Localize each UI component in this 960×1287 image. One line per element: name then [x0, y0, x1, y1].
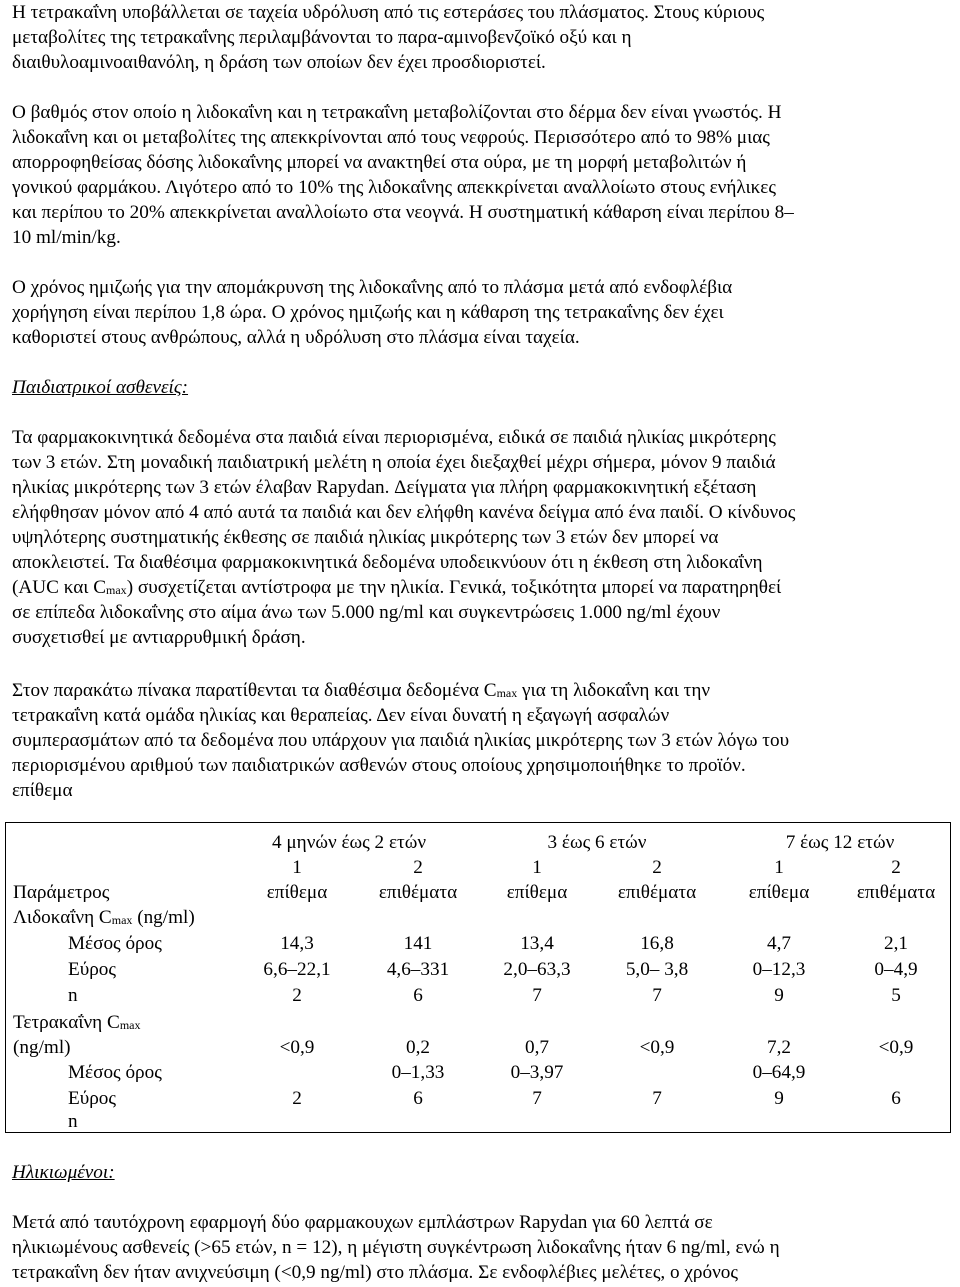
text-line: ελήφθησαν μόνον από 4 από αυτά τα παιδιά και δεν ελήφθη κανένα δείγμα από ένα παιδί. Ο κίνδυνος	[12, 502, 796, 523]
table-subheader-label: επίθεμα	[748, 882, 810, 903]
table-cell: 2	[292, 985, 302, 1006]
section-heading-elderly: Ηλικιωμένοι:	[12, 1162, 115, 1183]
text-line: Ο βαθμός στον οποίο η λιδοκαΐνη και η τετρακαΐνη μεταβολίζονται στο δέρμα δεν είναι γνωστός. Η	[12, 102, 782, 123]
table-cell: 16,8	[640, 933, 674, 954]
table-cell: 2,0–63,3	[503, 959, 571, 980]
table-subheader-count: 1	[774, 857, 784, 878]
table-group-header: 7 έως 12 ετών	[785, 832, 895, 853]
text-span: Τετρακαΐνη C	[13, 1012, 120, 1033]
table-subheader-label: επίθεμα	[506, 882, 568, 903]
table-row-label-lidocaine	[13, 905, 195, 932]
table-cell: 2	[292, 1088, 302, 1109]
text-span: Λιδοκαΐνη C	[13, 907, 112, 928]
text-line: και περίπου το 20% απεκκρίνεται αναλλοίωτο στα νεογνά. Η συστηματική κάθαρση είναι περίπου 8–	[12, 202, 794, 223]
table-cell: 6	[413, 1088, 423, 1109]
text-line: τετρακαΐνη κατά ομάδα ηλικίας και θεραπείας. Δεν είναι δυνατή η εξαγωγή ασφαλών	[12, 705, 670, 726]
table-row-label-unit: (ng/ml)	[13, 1037, 71, 1058]
table-row-label-mean: Μέσος όρος	[68, 933, 162, 954]
subscript-max: max	[496, 686, 518, 700]
table-row-label-n: n	[68, 985, 78, 1006]
text-line: σε επίπεδα λιδοκαΐνης στο αίμα άνω των 5.000 ng/ml και συγκεντρώσεις 1.000 ng/ml έχουν	[12, 602, 721, 623]
text-line: διαιθυλοαμινοαιθανόλη, η δράση των οποίων δεν έχει προσδιοριστεί.	[12, 52, 546, 73]
text-span: Στον παρακάτω πίνακα παρατίθενται τα διαθέσιμα δεδομένα C	[12, 680, 497, 701]
table-row-label-tetracaine	[13, 1010, 141, 1037]
text-line: υψηλότερης συστηματικής έκθεσης σε παιδιά ηλικίας μικρότερης των 3 ετών δεν μπορεί να	[12, 527, 719, 548]
text-span: (AUC και C	[12, 577, 107, 598]
table-cell: <0,9	[639, 1037, 675, 1058]
table-cell: <0,9	[878, 1037, 914, 1058]
text-line: επίθεμα	[12, 780, 73, 801]
table-subheader-count: 2	[413, 857, 423, 878]
text-span: (ng/ml)	[132, 907, 195, 928]
table-row-label-range: Εύρος	[68, 959, 116, 980]
text-line: λιδοκαΐνη και οι μεταβολίτες της απεκκρίνονται από τους νεφρούς. Περισσότερο από το 98% μιας	[12, 127, 770, 148]
table-cell: 0–64,9	[752, 1062, 806, 1083]
text-line: τετρακαΐνη δεν ήταν ανιχνεύσιμη (<0,9 ng/ml) στο πλάσμα. Σε ενδοφλέβιες μελέτες, ο χρόνος	[12, 1262, 738, 1283]
table-cell: 7	[532, 1088, 542, 1109]
text-line: 10 ml/min/kg.	[12, 227, 121, 248]
text-line: ηλικιωμένους ασθενείς (>65 ετών, n = 12), η μέγιστη συγκέντρωση λιδοκαΐνης ήταν 6 ng/ml, ενώ η	[12, 1237, 780, 1258]
text-line: Η τετρακαΐνη υποβάλλεται σε ταχεία υδρόλυση από τις εστεράσες του πλάσματος. Στους κύριους	[12, 2, 765, 23]
table-cell: 0–4,9	[874, 959, 918, 980]
table-subheader-count: 1	[292, 857, 302, 878]
text-line: απορροφηθείσας δόσης λιδοκαΐνης μπορεί να ανακτηθεί στα ούρα, με τη μορφή μεταβολιτών ή	[12, 152, 747, 173]
table-cell: 14,3	[280, 933, 314, 954]
table-cell: 0,7	[525, 1037, 549, 1058]
table-cell: 7	[652, 1088, 662, 1109]
text-line: γονικού φαρμάκου. Λιγότερο από το 10% της λιδοκαΐνης απεκκρίνεται αναλλοίωτο στους ενήλικες	[12, 177, 776, 198]
table-param-header: Παράμετρος	[13, 882, 110, 903]
text-line: συσχετισθεί με αντιαρρυθμική δράση.	[12, 627, 306, 648]
text-line: περιορισμένου αριθμού των παιδιατρικών ασθενών στους οποίους χρησιμοποιήθηκε το προϊόν.	[12, 755, 746, 776]
table-cell: 0–3,97	[510, 1062, 564, 1083]
table-cell: 0–12,3	[752, 959, 806, 980]
section-heading-pediatric: Παιδιατρικοί ασθενείς:	[12, 377, 189, 398]
text-line: καθοριστεί στους ανθρώπους, αλλά η υδρόλυση στο πλάσμα είναι ταχεία.	[12, 327, 580, 348]
table-cell: 7,2	[767, 1037, 791, 1058]
table-cell: 7	[652, 985, 662, 1006]
subscript-max: max	[119, 1018, 141, 1032]
table-row-label-n: n	[68, 1111, 78, 1132]
table-row-label-mean: Μέσος όρος	[68, 1062, 162, 1083]
text-line	[12, 575, 781, 602]
text-line: ηλικίας μικρότερης των 3 ετών έλαβαν Rapydan. Δείγματα για πλήρη φαρμακοκινητική εξέταση	[12, 477, 757, 498]
text-line: αποκλειστεί. Τα διαθέσιμα φαρμακοκινητικά δεδομένα υποδεικνύουν ότι η έκθεση στη λιδοκαΐνη	[12, 552, 763, 573]
table-cell: 0,2	[406, 1037, 430, 1058]
table-group-header: 4 μηνών έως 2 ετών	[271, 832, 427, 853]
table-cell: 7	[532, 985, 542, 1006]
subscript-max: max	[111, 913, 133, 927]
table-cell: 9	[774, 985, 784, 1006]
text-span: για τη λιδοκαΐνη και την	[517, 680, 711, 701]
table-group-header: 3 έως 6 ετών	[547, 832, 647, 853]
table-cell: 0–1,33	[391, 1062, 445, 1083]
text-line: Μετά από ταυτόχρονη εφαρμογή δύο φαρμακουχων εμπλάστρων Rapydan για 60 λεπτά σε	[12, 1212, 713, 1233]
text-line: των 3 ετών. Στη μοναδική παιδιατρική μελέτη η οποία έχει διεξαχθεί μέχρι σήμερα, μόνον 9 παιδιά	[12, 452, 776, 473]
table-subheader-count: 2	[652, 857, 662, 878]
text-line: Ο χρόνος ημιζωής για την απομάκρυνση της λιδοκαΐνης από το πλάσμα μετά από ενδοφλέβια	[12, 277, 733, 298]
text-span: ) συσχετίζεται αντίστροφα με την ηλικία. Γενικά, τοξικότητα μπορεί να παρατηρηθεί	[126, 577, 782, 598]
table-cell: 5,0– 3,8	[625, 959, 689, 980]
text-line	[12, 678, 710, 705]
table-cell: 2,1	[884, 933, 908, 954]
table-row-label-range: Εύρος	[68, 1088, 116, 1109]
text-line: Τα φαρμακοκινητικά δεδομένα στα παιδιά είναι περιορισμένα, ειδικά σε παιδιά ηλικίας μικρότερης	[12, 427, 776, 448]
table-cell: 141	[403, 933, 433, 954]
table-subheader-count: 1	[532, 857, 542, 878]
table-subheader-label: επίθεμα	[266, 882, 328, 903]
text-line: συμπερασμάτων από τα δεδομένα που υπάρχουν για παιδιά ηλικίας μικρότερης των 3 ετών λόγω του	[12, 730, 790, 751]
pk-table	[5, 822, 951, 1133]
table-cell: 6	[891, 1088, 901, 1109]
table-cell: 6,6–22,1	[263, 959, 331, 980]
table-subheader-label: επιθέματα	[617, 882, 697, 903]
text-line: μεταβολίτες της τετρακαΐνης περιλαμβάνονται το παρα-αμινοβενζοϊκό οξύ και η	[12, 27, 632, 48]
table-cell: 4,7	[767, 933, 791, 954]
table-subheader-label: επιθέματα	[378, 882, 458, 903]
table-subheader-label: επιθέματα	[856, 882, 936, 903]
table-subheader-count: 2	[891, 857, 901, 878]
table-cell: 5	[891, 985, 901, 1006]
table-cell: 9	[774, 1088, 784, 1109]
table-cell: <0,9	[279, 1037, 315, 1058]
subscript-max: max	[106, 583, 127, 597]
table-cell: 4,6–331	[386, 959, 450, 980]
table-cell: 13,4	[520, 933, 554, 954]
text-line: χορήγηση είναι περίπου 1,8 ώρα. Ο χρόνος ημιζωής και η κάθαρση της τετρακαΐνης δεν έχει	[12, 302, 724, 323]
table-cell: 6	[413, 985, 423, 1006]
